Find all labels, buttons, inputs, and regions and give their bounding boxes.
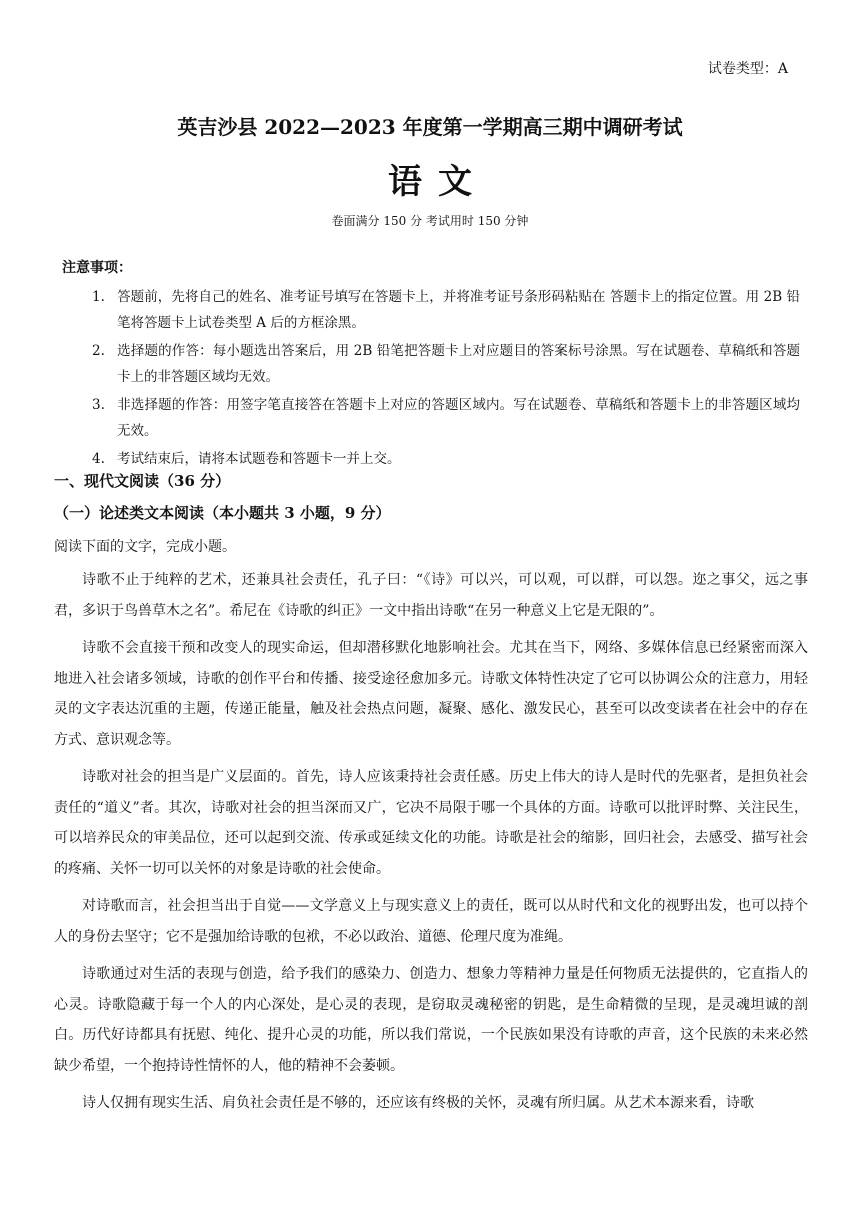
- subject-title: 语文: [388, 162, 488, 202]
- notice-item: [92, 284, 800, 336]
- passage-paragraph: 诗歌通过对生活的表现与创造，给予我们的感染力、创造力、想象力等精神力量是任何物质无法提供的，它直指人的心灵。诗歌隐藏于每一个人的内心深处，是心灵的表现，是窃取灵魂秘密的钥匙，是生命精微的呈现，是灵魂坦诚的剖白。历代好诗都具有抚慰、纯化、提升心灵的功能，所以我们常说，一个民族如果没有诗歌的声音，这个民族的未来必然缺少希望，一个抱持诗性情怀的人，他的精神不会萎顿。: [54, 966, 808, 1074]
- notice-item-text: 选择题的作答：每小题选出答案后，用 2B 铅笔把答题卡上对应题目的答案标号涂黑。写在试题卷、草稿纸和答题卡上的非答题区域均无效。: [117, 343, 800, 385]
- notice-item-number: 3.: [92, 397, 105, 413]
- notice-item: [92, 392, 800, 444]
- reading-instruction: 阅读下面的文字，完成小题。: [54, 539, 236, 555]
- notice-item: [92, 446, 800, 472]
- notice-heading: 注意事项：: [62, 260, 132, 276]
- notice-item: [92, 338, 800, 390]
- notice-item-text: 答题前，先将自己的姓名、准考证号填写在答题卡上，并将准考证号条形码粘贴在 答题卡上的指定位置。用 2B 铅笔将答题卡上试卷类型 A 后的方框涂黑。: [117, 289, 800, 331]
- notice-item-text: 非选择题的作答：用签字笔直接答在答题卡上对应的答题区域内。写在试题卷、草稿纸和答题卡上的非答题区域均无效。: [117, 397, 800, 439]
- section-heading: 一、现代文阅读（36 分）: [54, 472, 231, 490]
- notice-list: [92, 284, 800, 474]
- score-time-line: 卷面满分 150 分 考试用时 150 分钟: [331, 214, 529, 228]
- passage-paragraph: 诗歌对社会的担当是广义层面的。首先，诗人应该秉持社会责任感。历史上伟大的诗人是时代的先驱者，是担负社会责任的“道义”者。其次，诗歌对社会的担当深而又广，它决不局限于哪一个具体的方面。诗歌可以批评时弊、关注民生，可以培养民众的审美品位，还可以起到交流、传承或延续文化的功能。诗歌是社会的缩影，回归社会，去感受、描写社会的疼痛、关怀一切可以关怀的对象是诗歌的社会使命。: [54, 769, 808, 877]
- notice-item-number: 1.: [92, 289, 105, 305]
- passage-paragraph: 诗歌不止于纯粹的艺术，还兼具社会责任，孔子曰：“《诗》可以兴，可以观，可以群，可以怨。迩之事父，远之事君，多识于鸟兽草木之名”。希尼在《诗歌的纠正》一文中指出诗歌“在另一种意义上它是无限的”。: [54, 572, 808, 619]
- notice-item-text: 考试结束后，请将本试题卷和答题卡一并上交。: [117, 451, 401, 467]
- notice-item-number: 4.: [92, 451, 105, 467]
- paper-type-label: 试卷类型：A: [707, 61, 788, 77]
- subsection-heading: （一）论述类文本阅读（本小题共 3 小题，9 分）: [54, 504, 391, 522]
- passage-paragraph: 诗人仅拥有现实生活、肩负社会责任是不够的，还应该有终极的关怀，灵魂有所归属。从艺术本源来看，诗歌: [82, 1095, 754, 1111]
- exam-title: 英吉沙县 2022—2023 年度第一学期高三期中调研考试: [177, 115, 683, 139]
- passage-paragraph: 诗歌不会直接干预和改变人的现实命运，但却潜移默化地影响社会。尤其在当下，网络、多媒体信息已经紧密而深入地进入社会诸多领域，诗歌的创作平台和传播、接受途径愈加多元。诗歌文体特性决定了它可以协调公众的注意力，用轻灵的文字表达沉重的主题，传递正能量，触及社会热点问题，凝聚、感化、激发民心，甚至可以改变读者在社会中的存在方式、意识观念等。: [54, 640, 808, 748]
- notice-item-number: 2.: [92, 343, 105, 359]
- reading-passage: [54, 565, 808, 1126]
- passage-paragraph: 对诗歌而言，社会担当出于自觉——文学意义上与现实意义上的责任，既可以从时代和文化的视野出发，也可以持个人的身份去坚守；它不是强加给诗歌的包袱，不必以政治、道德、伦理尺度为准绳。: [54, 898, 808, 945]
